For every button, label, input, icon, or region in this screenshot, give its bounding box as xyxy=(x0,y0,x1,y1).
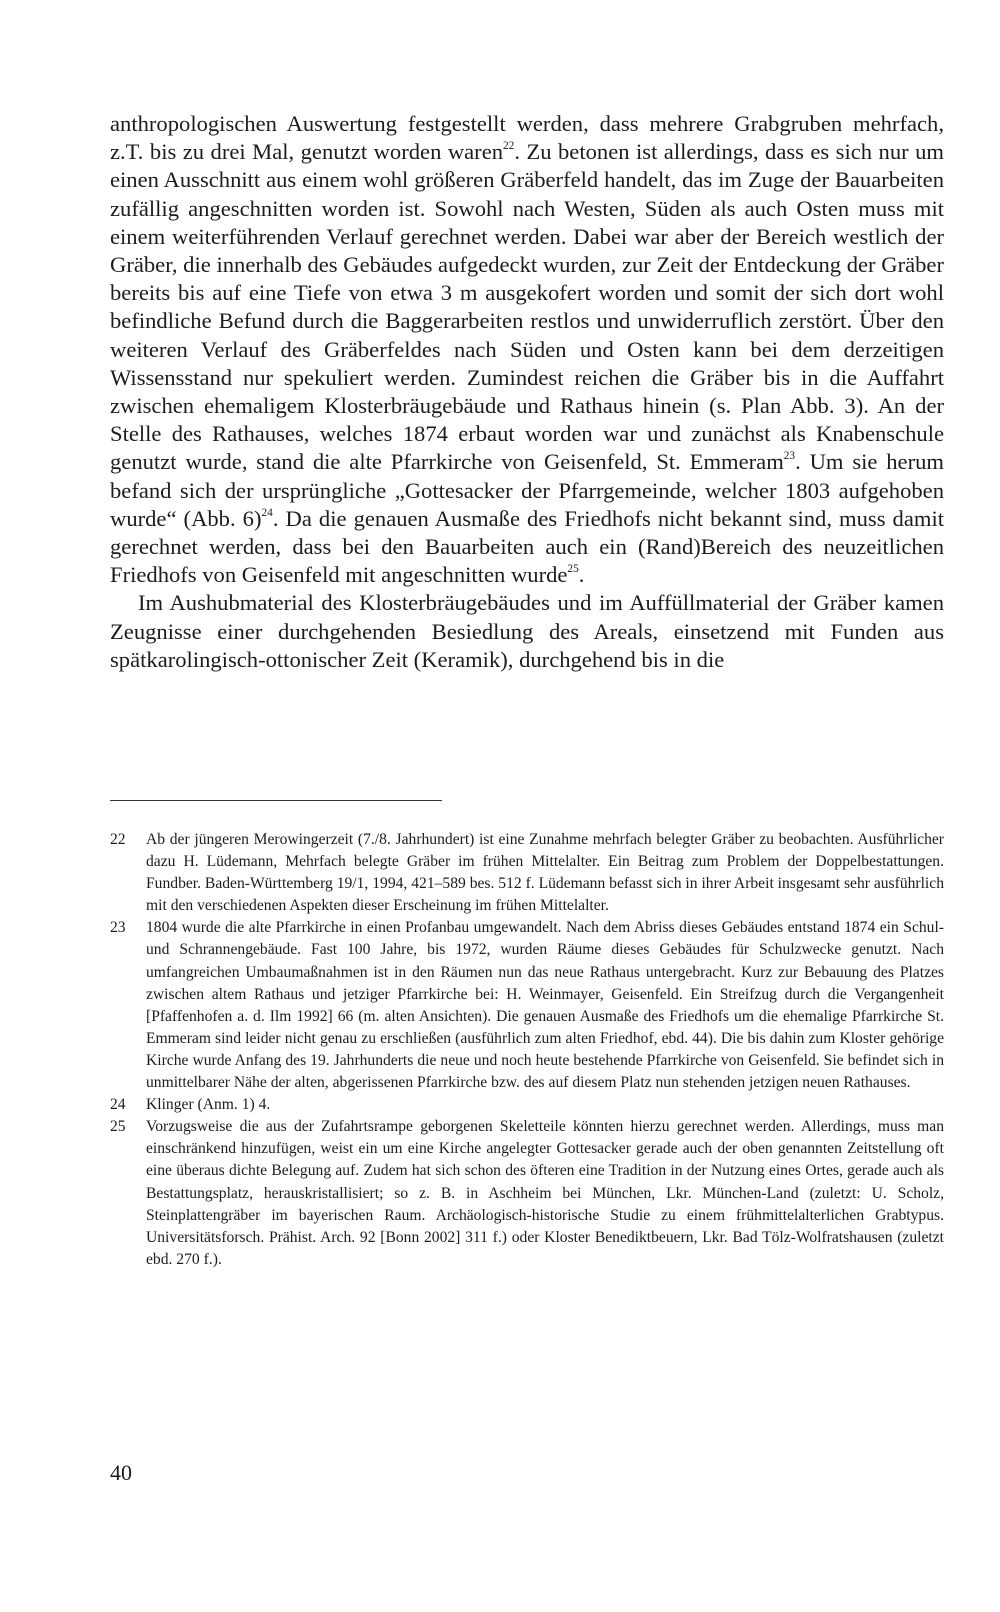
footnote-number: 24 xyxy=(110,1096,126,1114)
paragraph-1-part-d: . Da die genauen Ausmaße des Friedhofs nicht bekannt sind, muss damit gerechnet werden, dass bei den Bauarbeiten auch ein (Rand)Bereich des neuzeitlichen Friedhofs von Geisenfeld mit angeschnitten wurde xyxy=(110,505,944,588)
paragraph-1-part-a: anthropologischen Auswertung festgestellt werden, dass mehrere Grabgruben mehrfach, z.T. bis zu drei Mal, genutzt worden waren xyxy=(110,111,944,165)
paragraph-1-part-e: . xyxy=(578,562,585,588)
footnote-23 xyxy=(110,917,944,1094)
footnote-ref-25[interactable]: 25 xyxy=(567,563,579,576)
footnote-number: 22 xyxy=(110,831,126,848)
footnote-ref-24[interactable]: 24 xyxy=(261,506,273,519)
footnote-number: 23 xyxy=(110,919,126,937)
paragraph-1-part-b: . Zu betonen ist allerdings, dass es sich nur um einen Ausschnitt aus einem wohl größeren Gräberfeld handelt, das im Zuge der Bauarbeiten zufällig angeschnitten worden ist. Sowohl nach Westen, Süden als auch Osten muss mit einem weiterführenden Verlauf gerechnet werden. Dabei war aber der Bereich westlich der Gräber, die innerhalb des Gebäudes aufgedeckt wurden, zur Zeit der Entdeckung der Gräber bereits bis auf eine Tiefe von etwa 3 m ausgekofert worden und somit der sich dort wohl befindliche Befund durch die Baggerarbeiten restlos und unwiderruflich zerstört. Über den weiteren Verlauf des Gräberfeldes nach Süden und Osten kann bei dem derzeitigen Wissensstand nur spekuliert werden. Zumindest reichen die Gräber bis in die Auffahrt zwischen ehemaligem Klosterbräugebäude und Rathaus hinein (s. Plan Abb. 3). An der Stelle des Rathauses, welches 1874 erbaut worden war und zunächst als Knabenschule genutzt wurde, stand die alte Pfarrkirche von Geisenfeld, St. Emmeram xyxy=(110,139,944,475)
footnotes xyxy=(110,829,944,1271)
paragraph-1 xyxy=(110,110,944,589)
footnote-text: Ab der jüngeren Merowingerzeit (7./8. Jahrhundert) ist eine Zunahme mehrfach belegter Gräber zu beobachten. Ausführlicher dazu H. Lüdemann, Mehrfach belegte Gräber im frühen Mittelalter. Ein Beitrag zum Problem der Doppelbestattungen. Fundber. Baden-Württemberg 19/1, 1994, 421–589 bes. 512 f. Lüdemann befasst sich in ihrer Arbeit insgesamt sehr ausführlich mit den verschiedenen Aspekten dieser Erscheinung im frühen Mittelalter. xyxy=(146,831,944,915)
footnote-divider xyxy=(110,800,442,801)
footnote-24 xyxy=(110,1094,944,1116)
footnote-number: 25 xyxy=(110,1118,126,1136)
footnote-text: Vorzugsweise die aus der Zufahrtsrampe geborgenen Skeletteile könnten hierzu gerechnet werden. Allerdings, muss man einschränkend hinzufügen, weist ein um eine Kirche angelegter Gottesacker gerade auch der oben genannten Zeitstellung oft eine überaus dichte Belegung auf. Zudem hat sich schon des öfteren eine Tradition in der Nutzung eines Ortes, gerade auch als Bestattungsplatz, herauskristallisiert; so z. B. in Aschheim bei München, Lkr. München-Land (zuletzt: U. Scholz, Steinplattengräber im bayerischen Raum. Archäologisch-historische Studie zu einem frühmittelalterlichen Grabtypus. Universitätsforsch. Prähist. Arch. 92 [Bonn 2002] 311 f.) oder Kloster Benediktbeuern, Lkr. Bad Tölz-Wolfratshausen (zuletzt ebd. 270 f.). xyxy=(146,1118,944,1268)
footnote-text: Klinger (Anm. 1) 4. xyxy=(146,1096,271,1114)
footnote-text: 1804 wurde die alte Pfarrkirche in einen Profanbau umgewandelt. Nach dem Abriss dieses Gebäudes entstand 1874 ein Schul- und Schrannengebäude. Fast 100 Jahre, bis 1972, wurden Räume dieses Gebäudes für Schulzwecke genutzt. Nach umfangreichen Umbaumaßnahmen ist in den Räumen nun das neue Rathaus untergebracht. Kurz zur Bebauung des Platzes zwischen altem Rathaus und jetziger Pfarrkirche bei: H. Weinmayer, Geisenfeld. Ein Streifzug durch die Vergangenheit [Pfaffenhofen a. d. Ilm 1992] 66 (m. alten Ansichten). Die genauen Ausmaße des Friedhofs um die ehemalige Pfarrkirche St. Emmeram sind leider nicht genau zu erschließen (ausführlich zum alten Friedhof, ebd. 44). Die bis dahin zum Kloster gehörige Kirche wurde Anfang des 19. Jahrhunderts die neue und noch heute bestehende Pfarrkirche von Geisenfeld. Sie befindet sich in unmittelbarer Nähe der alten, abgerissenen Pfarrkirche bzw. des auf diesem Platz nun stehenden jetzigen neuen Rathauses. xyxy=(146,919,944,1092)
footnote-22 xyxy=(110,829,944,917)
paragraph-1-part-c: . Um sie herum befand sich der ursprüngliche „Gottesacker der Pfarrgemeinde, welcher 1803 aufgehoben wurde“ (Abb. 6) xyxy=(110,449,944,531)
paragraph-2: Im Aushubmaterial des Klosterbräugebäudes und im Auffüllmaterial der Gräber kamen Zeugnisse einer durchgehenden Besiedlung des Areals, einsetzend mit Funden aus spätkarolingisch-ottonischer Zeit (Keramik), durchgehend bis in die xyxy=(110,590,944,672)
footnote-25 xyxy=(110,1116,944,1271)
footnote-ref-23[interactable]: 23 xyxy=(783,450,796,463)
footnote-ref-22[interactable]: 22 xyxy=(503,140,515,153)
page-number: 40 xyxy=(110,1460,132,1485)
main-text xyxy=(110,110,944,674)
